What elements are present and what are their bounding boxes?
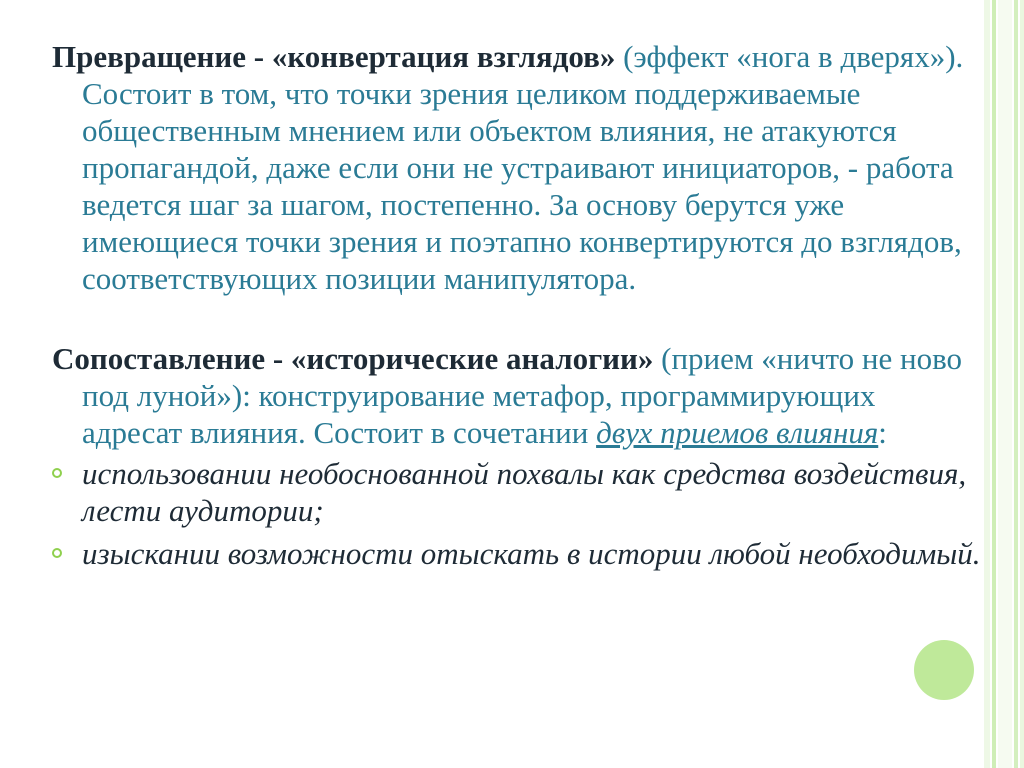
- paragraph-lead: Превращение - «конвертация взглядов»: [52, 39, 616, 74]
- bullet-list: [52, 455, 982, 572]
- paragraph-lead: Сопоставление - «исторические аналогии»: [52, 341, 654, 376]
- paragraph-tail: :: [878, 415, 887, 450]
- paragraph-body: (прием «ничто не ново под луной»): конструирование метафор, программирующих адресат влияния. Состоит в сочетании: [82, 341, 963, 450]
- stripe: [1014, 0, 1018, 768]
- list-item-text: изыскании возможности отыскать в истории любой необходимый.: [82, 536, 981, 571]
- stripe: [998, 0, 1012, 768]
- paragraph-text: [52, 340, 982, 451]
- paragraph-conversion: [52, 38, 982, 297]
- influence-methods-link[interactable]: двух приемов влияния: [596, 415, 879, 450]
- paragraph-comparison: [52, 340, 982, 451]
- stripe: [984, 0, 990, 768]
- paragraph-body: (эффект «нога в дверях»). Состоит в том, что точки зрения целиком поддерживаемые общественным мнением или объектом влияния, не атакуются пропагандой, даже если они не устраивают инициаторов, - работа ведется шаг за шагом, постепенно. За основу берутся уже имеющиеся точки зрения и поэтапно конвертируются до взглядов, соответствующих позиции манипулятора.: [82, 39, 964, 296]
- paragraph-text: [52, 38, 982, 297]
- bullet-circle-icon: [52, 468, 62, 478]
- list-item: [52, 535, 982, 572]
- stripe: [1020, 0, 1024, 768]
- decorative-circle: [914, 640, 974, 700]
- bullet-circle-icon: [52, 548, 62, 558]
- list-item-text: использовании необоснованной похвалы как средства воздействия, лести аудитории;: [82, 456, 967, 528]
- stripe: [992, 0, 996, 768]
- slide-content: [52, 38, 982, 578]
- list-item: [52, 455, 982, 529]
- right-edge-stripes: [984, 0, 1024, 768]
